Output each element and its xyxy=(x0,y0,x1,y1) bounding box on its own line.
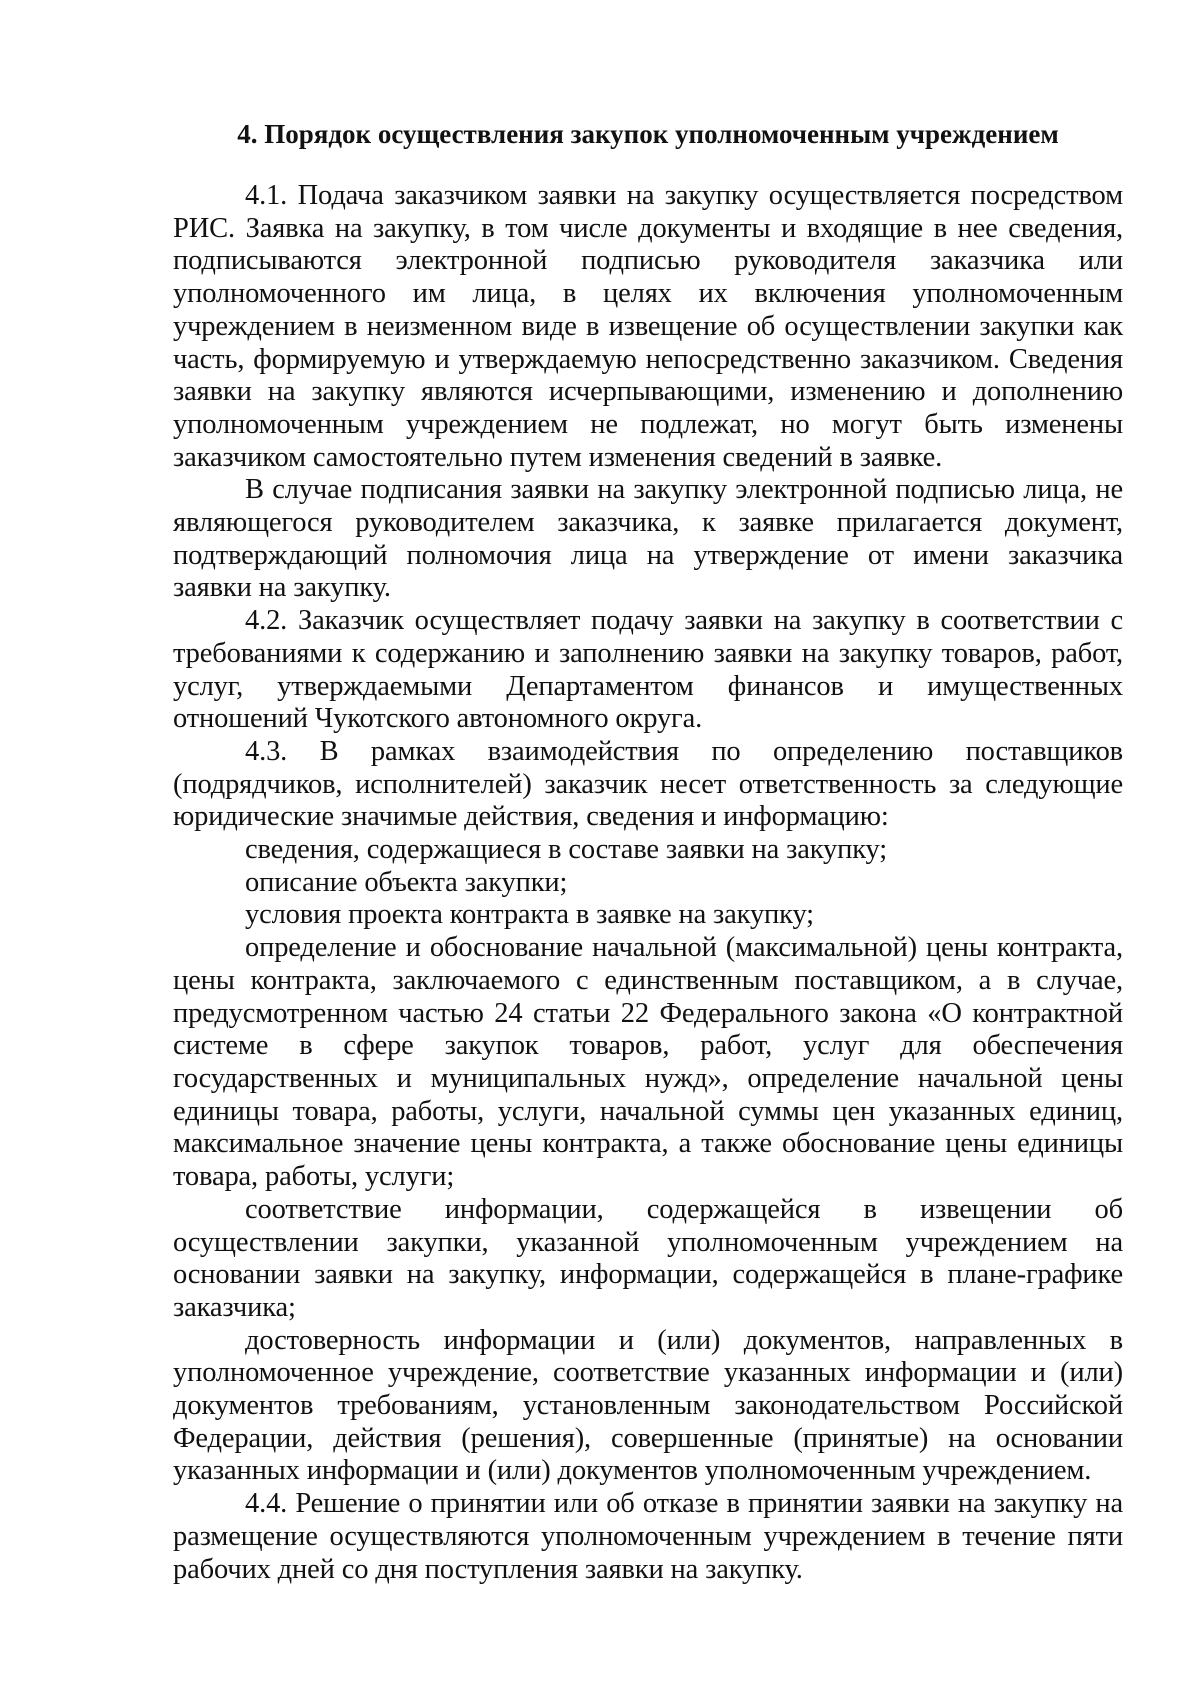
list-item-price-justification: определение и обоснование начальной (максимальной) цены контракта, цены контракта, заключаемого с единственным поставщиком, а в случае, предусмотренном частью 24 статьи 22 Федерального закона «О контрактной системе в сфере закупок товаров, работ, услуг для обеспечения государственных и муниципальных нужд», определение начальной цены единицы товара, работы, услуги, начальной суммы цен указанных единиц, максимальное значение цены контракта, а также обоснование цены единицы товара, работы, услуги; xyxy=(173,932,1123,1193)
document-body xyxy=(173,180,1123,1586)
list-item-application-info: сведения, содержащиеся в составе заявки на закупку; xyxy=(245,834,888,866)
paragraph-4-3: 4.3. В рамках взаимодействия по определению поставщиков (подрядчиков, исполнителей) заказчик несет ответственность за следующие юридические значимые действия, сведения и информацию: xyxy=(173,735,1123,833)
list-item-contract-terms: условия проекта контракта в заявке на закупку; xyxy=(245,899,814,931)
list-item-notice-compliance: соответствие информации, содержащейся в извещении об осуществлении закупки, указанной уполномоченным учреждением на основании заявки на закупку, информации, содержащейся в плане-графике заказчика; xyxy=(173,1193,1123,1323)
list-item-object-description: описание объекта закупки; xyxy=(245,866,568,898)
paragraph-4-1: 4.1. Подача заказчиком заявки на закупку осуществляется посредством РИС. Заявка на закупку, в том числе документы и входящие в нее сведения, подписываются электронной подписью руководителя заказчика или уполномоченного им лица, в целях их включения уполномоченным учреждением в неизменном виде в извещение об осуществлении закупки как часть, формируемую и утверждаемую непосредственно заказчиком. Сведения заявки на закупку являются исчерпывающими, изменению и дополнению уполномоченным учреждением не подлежат, но могут быть изменены заказчиком самостоятельно путем изменения сведений в заявке. xyxy=(173,180,1123,473)
section-title: 4. Порядок осуществления закупок уполномоченным учреждением xyxy=(237,119,1059,149)
paragraph-signature-case: В случае подписания заявки на закупку электронной подписью лица, не являющегося руководителем заказчика, к заявке прилагается документ, подтверждающий полномочия лица на утверждение от имени заказчика заявки на закупку. xyxy=(173,474,1123,604)
list-item-information-accuracy: достоверность информации и (или) документов, направленных в уполномоченное учреждение, соответствие указанных информации и (или) документов требованиям, установленным законодательством Российской Федерации, действия (решения), совершенные (принятые) на основании указанных информации и (или) документов уполномоченным учреждением. xyxy=(173,1324,1123,1487)
paragraph-4-2: 4.2. Заказчик осуществляет подачу заявки на закупку в соответствии с требованиями к содержанию и заполнению заявки на закупку товаров, работ, услуг, утверждаемыми Департаментом финансов и имущественных отношений Чукотского автономного округа. xyxy=(173,605,1123,735)
paragraph-4-4: 4.4. Решение о принятии или об отказе в принятии заявки на закупку на размещение осуществляются уполномоченным учреждением в течение пяти рабочих дней со дня поступления заявки на закупку. xyxy=(173,1488,1123,1585)
